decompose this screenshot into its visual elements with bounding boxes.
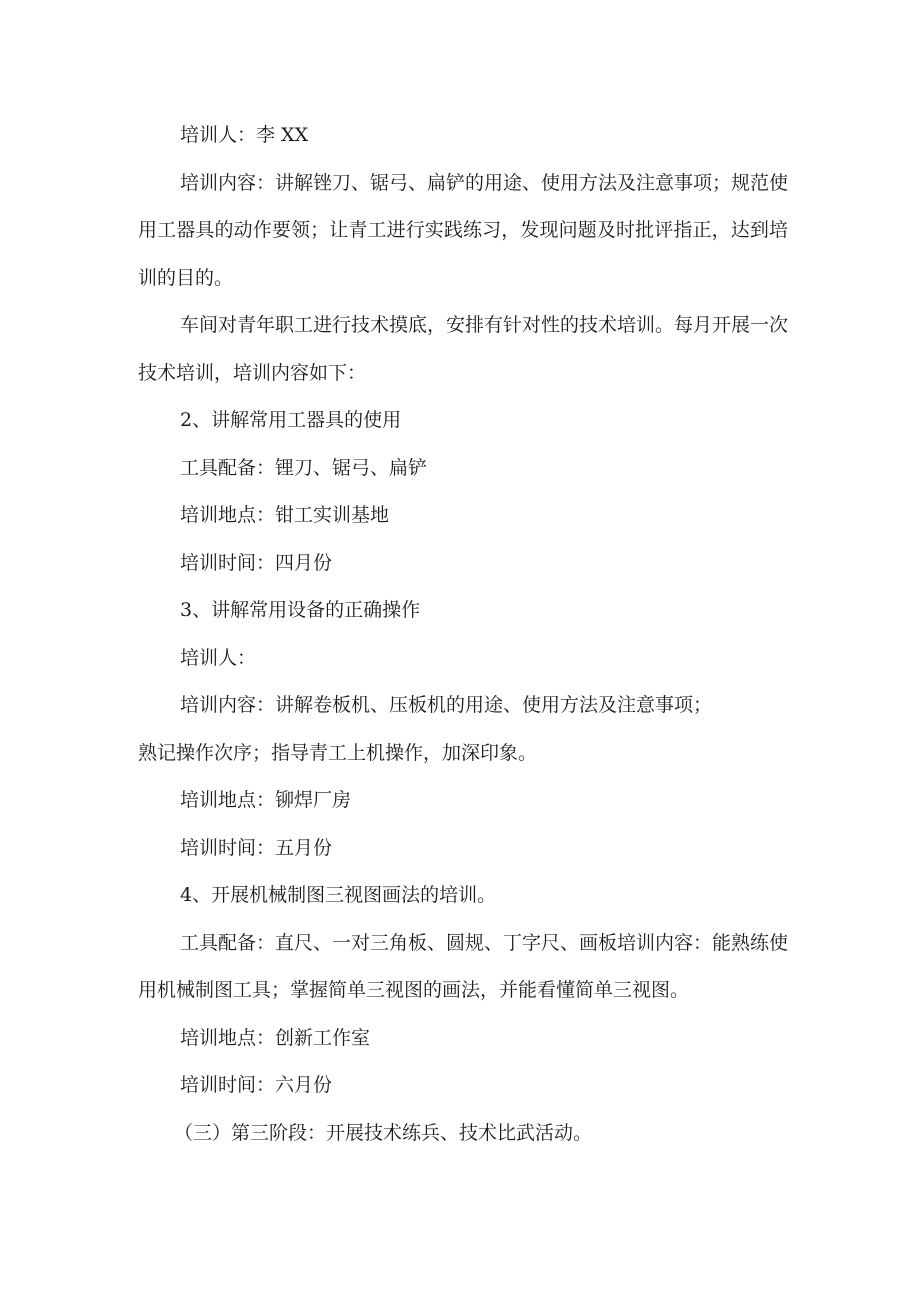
time-line-4: 培训时间：六月份: [180, 1074, 333, 1096]
item-2-heading: 2、讲解常用工器具的使用: [180, 409, 402, 431]
location-line-3: 培训地点：铆焊厂房: [180, 789, 352, 811]
time-line-2: 培训时间：四月份: [180, 551, 333, 574]
item-3-heading: 3、讲解常用设备的正确操作: [180, 599, 421, 621]
tools-line-2: 工具配备：锂刀、锯弓、扁铲: [180, 456, 428, 479]
location-line-4: 培训地点：创新工作室: [180, 1026, 371, 1049]
training-content-1: 培训内容：讲解锉刀、锯弓、扁铲的用途、使用方法及注意事项；规范使用工器具的动作要领；让青工进行实践练习，发现问题及时批评指正，达到培训的目的。: [138, 171, 789, 289]
stage-3-heading: （三）第三阶段：开展技术练兵、技术比武活动。: [174, 1121, 593, 1144]
workshop-intro: 车间对青年职工进行技术摸底，安排有针对性的技术培训。每月开展一次技术培训，培训内容如下：: [138, 314, 789, 384]
trainer-line-3: 培训人：: [180, 646, 257, 669]
trainer-line-1: 培训人：李 XX: [180, 124, 309, 146]
location-line-2: 培训地点：钳工实训基地: [180, 504, 390, 526]
document-body: [138, 112, 788, 1157]
tools-and-content-4: 工具配备：直尺、一对三角板、圆规、丁字尺、画板培训内容：能熟练使用机械制图工具；掌握简单三视图的画法，并能看懂简单三视图。: [138, 931, 789, 1001]
item-4-heading: 4、开展机械制图三视图画法的培训。: [180, 884, 497, 906]
training-content-3-cont: 熟记操作次序；指导青工上机操作，加深印象。: [138, 741, 538, 764]
training-content-3: 培训内容：讲解卷板机、压板机的用途、使用方法及注意事项；: [180, 694, 713, 716]
time-line-3: 培训时间：五月份: [180, 836, 333, 859]
